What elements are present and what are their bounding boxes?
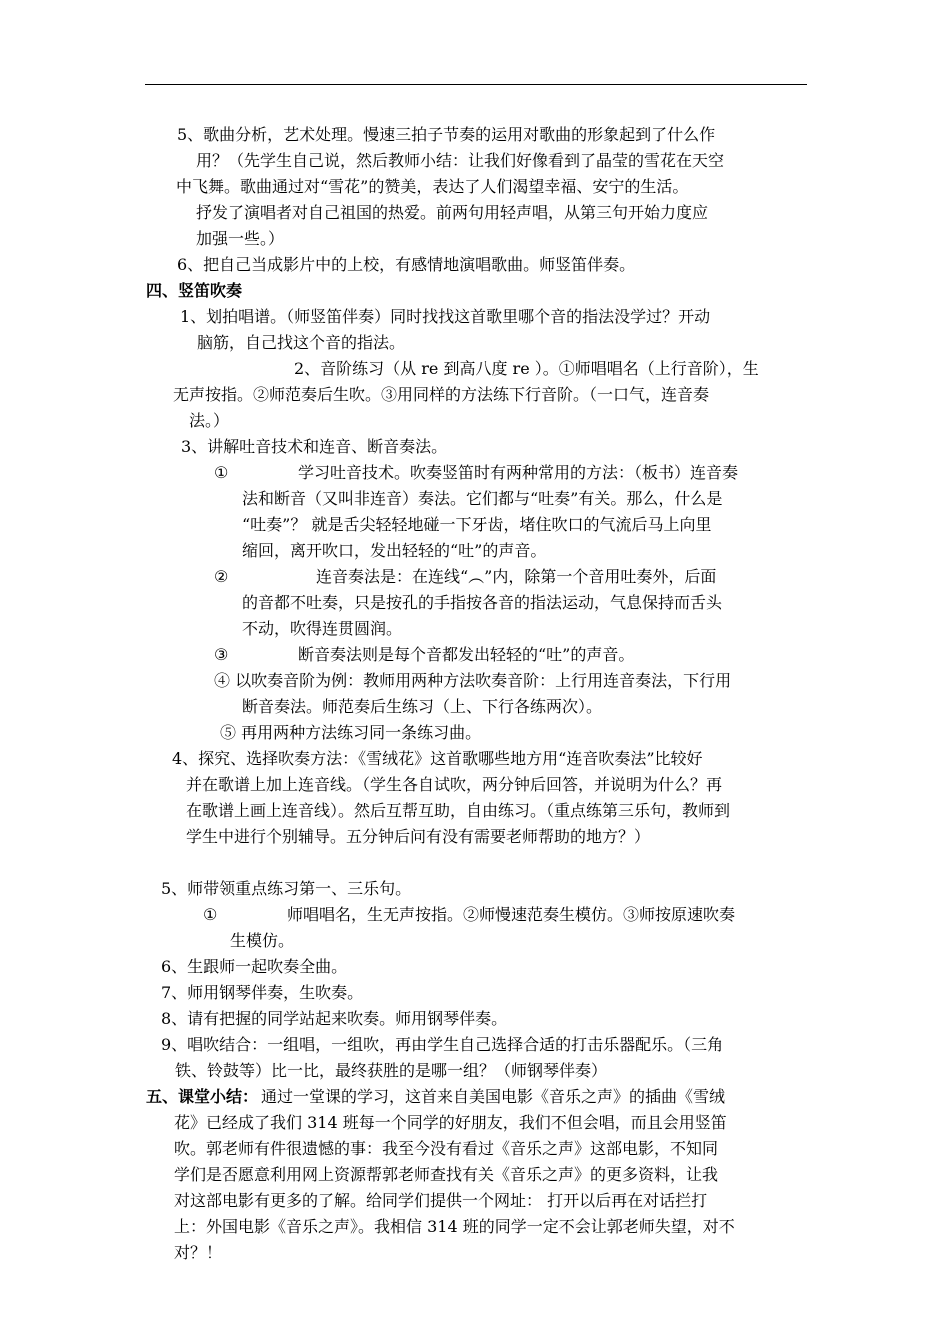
text-line: 学习吐音技术。吹奏竖笛时有两种常用的方法：（板书）连音奏 [298, 463, 739, 482]
text-line: 吹。郭老师有件很遗憾的事：我至今没有看过《音乐之声》这部电影，不知同 [174, 1139, 719, 1158]
text-line: 生模仿。 [230, 931, 295, 950]
text-line: 铁、铃鼓等）比一比，最终获胜的是哪一组？（师钢琴伴奏） [175, 1061, 608, 1080]
text-line: 5、歌曲分析，艺术处理。慢速三拍子节奏的运用对歌曲的形象起到了什么作 [177, 125, 716, 144]
text-line: 法和断音（又叫非连音）奏法。它们都与“吐奏”有关。那么，什么是 [242, 489, 723, 508]
text-line: 学生中进行个别辅导。五分钟后问有没有需要老师帮助的地方？） [186, 827, 651, 846]
section-heading: 五、课堂小结： [146, 1087, 259, 1106]
text-line: 1、划拍唱谱。（师竖笛伴奏）同时找找这首歌里哪个音的指法没学过？开动 [180, 307, 711, 326]
list-marker: ① [214, 463, 229, 482]
text-line: 对？！ [174, 1243, 223, 1262]
text-line: 并在歌谱上加上连音线。（学生各自试吹，两分钟后回答，并说明为什么？再 [186, 775, 723, 794]
text-line: 花》已经成了我们 314 班每一个同学的好朋友，我们不但会唱，而且会用竖笛 [174, 1113, 727, 1132]
text-line: 师唱唱名，生无声按指。②师慢速范奏生模仿。③师按原速吹奏 [287, 905, 736, 924]
section-heading: 四、竖笛吹奏 [146, 281, 243, 300]
text-line: 7、师用钢琴伴奏，生吹奏。 [161, 983, 364, 1002]
text-line: 学们是否愿意利用网上资源帮郭老师查找有关《音乐之声》的更多资料，让我 [174, 1165, 719, 1184]
text-line: 对这部电影有更多的了解。给同学们提供一个网址： 打开以后再在对话拦打 [174, 1191, 708, 1210]
list-marker: ① [203, 905, 218, 924]
text-line: 6、生跟师一起吹奏全曲。 [161, 957, 348, 976]
text-line: 的音都不吐奏，只是按孔的手指按各音的指法运动，气息保持而舌头 [242, 593, 723, 612]
text-line: 上：外国电影《音乐之声》。我相信 314 班的同学一定不会让郭老师失望，对不 [174, 1217, 735, 1236]
text-line: 在歌谱上画上连音线）。然后互帮互助，自由练习。（重点练第三乐句，教师到 [186, 801, 731, 820]
text-line: 4、探究、选择吹奏方法：《雪绒花》这首歌哪些地方用“连音吹奏法”比较好 [172, 749, 703, 768]
text-line: 2、音阶练习（从 re 到高八度 re ）。①师唱唱名（上行音阶），生 [294, 359, 759, 378]
text-line: 中飞舞。歌曲通过对“雪花”的赞美，表达了人们渴望幸福、安宁的生活。 [176, 177, 689, 196]
text-line: “吐奏”？ 就是舌尖轻轻地碰一下牙齿，堵住吹口的气流后马上向里 [242, 515, 712, 534]
text-line: 5、师带领重点练习第一、三乐句。 [161, 879, 412, 898]
text-line: 9、唱吹结合：一组唱，一组吹，再由学生自己选择合适的打击乐器配乐。（三角 [161, 1035, 724, 1054]
list-marker: ② [214, 567, 229, 586]
text-line: ④ 以吹奏音阶为例：教师用两种方法吹奏音阶：上行用连音奏法，下行用 [214, 671, 732, 690]
text-line: 6、把自己当成影片中的上校，有感情地演唱歌曲。师竖笛伴奏。 [177, 255, 636, 274]
header-rule [145, 84, 807, 85]
text-line: 法。） [189, 411, 230, 430]
text-line: 断音奏法则是每个音都发出轻轻的“吐”的声音。 [298, 645, 635, 664]
text-line: 缩回，离开吹口，发出轻轻的“吐”的声音。 [242, 541, 547, 560]
list-marker: ③ [214, 645, 229, 664]
text-line: 用？（先学生自己说，然后教师小结：让我们好像看到了晶莹的雪花在天空 [196, 151, 725, 170]
text-line: ⑤ 再用两种方法练习同一条练习曲。 [220, 723, 482, 742]
text-line: 连音奏法是：在连线“︵”内，除第一个音用吐奏外，后面 [316, 567, 717, 586]
text-line: 加强一些。） [196, 229, 285, 248]
text-line: 抒发了演唱者对自己祖国的热爱。前两句用轻声唱，从第三句开始力度应 [196, 203, 709, 222]
text-line: 8、请有把握的同学站起来吹奏。师用钢琴伴奏。 [161, 1009, 508, 1028]
text-line: 通过一堂课的学习，这首来自美国电影《音乐之声》的插曲《雪绒 [261, 1087, 726, 1106]
text-line: 脑筋，自己找这个音的指法。 [197, 333, 406, 352]
text-line: 无声按指。②师范奏后生吹。③用同样的方法练下行音阶。（一口气，连音奏 [173, 385, 710, 404]
text-line: 断音奏法。师范奏后生练习（上、下行各练两次）。 [242, 697, 603, 716]
text-line: 3、讲解吐音技术和连音、断音奏法。 [181, 437, 448, 456]
text-line: 不动，吹得连贯圆润。 [242, 619, 403, 638]
